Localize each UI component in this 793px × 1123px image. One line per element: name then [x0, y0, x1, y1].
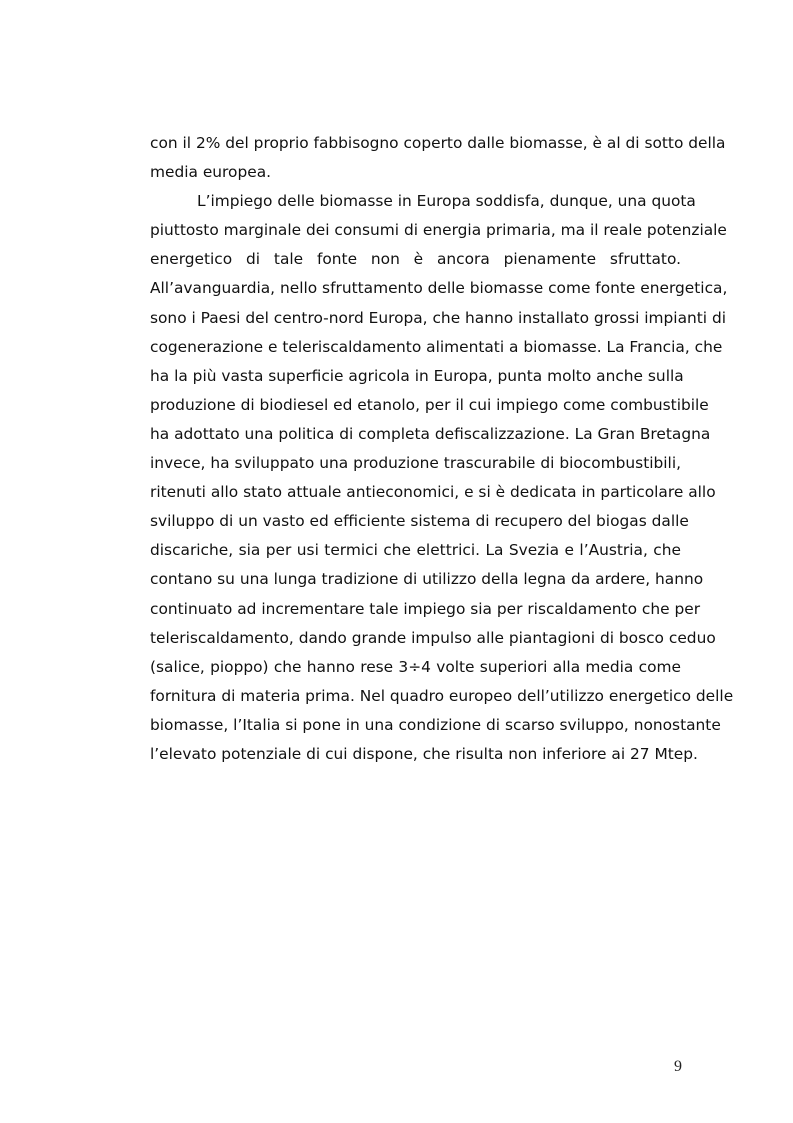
text-line: l’elevato potenziale di cui dispone, che risulta non inferiore ai 27 Mtep.	[150, 744, 698, 763]
text-line: fornitura di materia prima. Nel quadro europeo dell’utilizzo energetico delle	[150, 686, 734, 705]
text-line: ha la più vasta superficie agricola in Europa, punta molto anche sulla	[150, 366, 684, 385]
text-line: sono i Paesi del centro-nord Europa, che hanno installato grossi impianti di	[150, 308, 727, 327]
text-line: L’impiego delle biomasse in Europa soddisfa, dunque, una quota	[197, 192, 696, 211]
text-line: continuato ad incrementare tale impiego sia per riscaldamento che per	[150, 599, 701, 618]
text-line: ha adottato una politica di completa defiscalizzazione. La Gran Bretagna	[150, 424, 711, 443]
text-line: invece, ha sviluppato una produzione trascurabile di biocombustibili,	[150, 454, 681, 473]
text-line: ritenuti allo stato attuale antieconomici, e si è dedicata in particolare allo	[150, 483, 716, 502]
body-text	[150, 129, 734, 769]
text-line: media europea.	[150, 163, 272, 182]
text-line: piuttosto marginale dei consumi di energia primaria, ma il reale potenziale	[150, 221, 727, 240]
text-line: (salice, pioppo) che hanno rese 3÷4 volte superiori alla media come	[150, 657, 681, 676]
text-line: con il 2% del proprio fabbisogno coperto dalle biomasse, è al di sotto della	[150, 134, 726, 152]
text-line: All’avanguardia, nello sfruttamento delle biomasse come fonte energetica,	[150, 279, 728, 298]
page-number: 9	[674, 1058, 682, 1075]
text-line: produzione di biodiesel ed etanolo, per il cui impiego come combustibile	[150, 395, 709, 414]
text-line: discariche, sia per usi termici che elettrici. La Svezia e l’Austria, che	[150, 541, 681, 560]
text-line: energetico di tale fonte non è ancora pienamente sfruttato.	[150, 250, 681, 269]
text-line: teleriscaldamento, dando grande impulso alle piantagioni di bosco ceduo	[150, 628, 716, 647]
text-line: sviluppo di un vasto ed efficiente sistema di recupero del biogas dalle	[150, 512, 689, 531]
text-line: cogenerazione e teleriscaldamento alimentati a biomasse. La Francia, che	[150, 337, 723, 356]
text-line: biomasse, l’Italia si pone in una condizione di scarso sviluppo, nonostante	[150, 715, 721, 734]
text-line: contano su una lunga tradizione di utilizzo della legna da ardere, hanno	[150, 570, 704, 589]
